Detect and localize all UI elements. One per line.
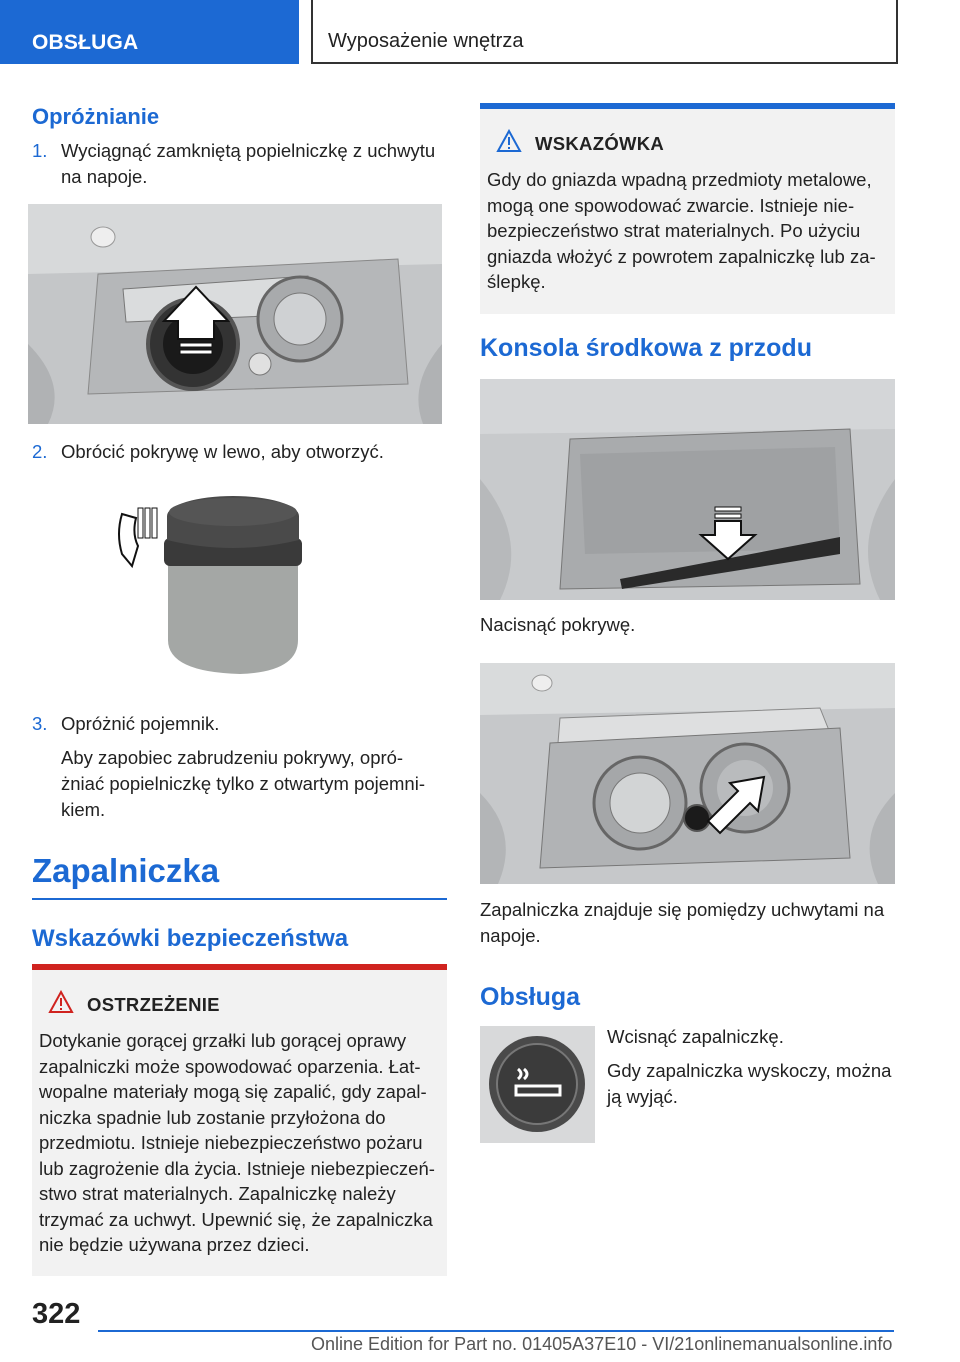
operation-line-1: Wcisnąć zapalniczkę. — [607, 1026, 784, 1047]
warning-line: niczka spadnie lub zostanie przyłożona do — [39, 1106, 386, 1128]
step-2-line-1: Obrócić pokrywę w lewo, aby otworzyć. — [61, 441, 384, 462]
step-3-extra-line-3: kiem. — [61, 799, 106, 820]
footer-edition-text: Online Edition for Part no. 01405A37E10 - VI/21onlinemanualsonline.info — [311, 1334, 893, 1354]
warning-triangle-icon — [48, 990, 74, 1014]
header-section-label: OBSŁUGA — [32, 31, 139, 54]
warning-line: trzymać za uchwyt. Upewnić się, że zapalniczka — [39, 1208, 433, 1230]
operation-line-3: ją wyjąć. — [607, 1086, 678, 1107]
caption-lighter-location — [480, 897, 895, 949]
step-3-extra-line-1: Aby zapobiec zabrudzeniu pokrywy, opró- — [61, 747, 404, 768]
warning-box — [32, 964, 447, 1276]
rotate-left-icon — [119, 508, 157, 566]
notice-line: bezpieczeństwo strat materialnych. Po użyciu — [487, 220, 861, 241]
warning-line: nie będzie używana przez dzieci. — [39, 1234, 310, 1255]
step-3-line-1: Opróżnić pojemnik. — [61, 713, 220, 734]
notice-line: gniazda włożyć z powrotem zapalniczkę lub za- — [487, 245, 876, 267]
step-3-extra-line-2: żniać popielniczkę tylko z otwartym pojemni- — [61, 773, 425, 794]
lighter-button-picture — [480, 1026, 595, 1143]
warning-line: zapalniczki może spowodować oparzenia. Łat- — [39, 1055, 421, 1077]
notice-line: Gdy do gniazda wpadną przedmioty metalowe, — [487, 169, 872, 190]
operation-text — [607, 1024, 897, 1110]
ashtray-cupholder-photo — [28, 204, 442, 424]
warning-line: wopalne materiały mogą się zapalić, gdy zapal- — [39, 1081, 427, 1102]
warning-line: lub zagrożenie dla życia. Istnieje niebezpieczeń- — [39, 1157, 435, 1179]
warning-text — [39, 1028, 447, 1258]
warning-line: stwo strat materialnych. Zapalniczkę należy — [39, 1183, 396, 1204]
header-chapter-label: Wyposażenie wnętrza — [328, 30, 524, 52]
page-number: 322 — [32, 1298, 81, 1330]
heading-oproznianie: Opróżnianie — [32, 104, 160, 129]
step-2-text — [61, 439, 451, 465]
section-title-zapalniczka: Zapalniczka — [32, 852, 220, 889]
ashtray-rotate-illustration — [110, 490, 310, 680]
footer-edition — [311, 1334, 892, 1355]
operation-line-2: Gdy zapalniczka wyskoczy, można — [607, 1060, 892, 1081]
caption-press-cover: Nacisnąć pokrywę. — [480, 614, 636, 635]
warning-line: przedmiotu. Istnieje niebezpieczeństwo pożaru — [39, 1132, 423, 1153]
step-3-text — [61, 711, 451, 823]
footer-divider — [98, 1330, 894, 1332]
step-1-number: 1. — [32, 140, 48, 161]
step-2-number: 2. — [32, 441, 48, 462]
notice-box — [480, 103, 895, 314]
warning-triangle-icon — [496, 129, 522, 153]
console-cover-photo — [480, 379, 895, 600]
heading-front-console: Konsola środkowa z przodu — [480, 334, 812, 362]
notice-line: mogą one spowodować zwarcie. Istnieje nie- — [487, 194, 855, 216]
header-chapter-box — [311, 0, 898, 64]
lighter-location-photo — [480, 663, 895, 884]
step-1-text — [61, 138, 451, 190]
caption-lighter-line-2: napoje. — [480, 925, 541, 946]
warning-title: OSTRZEŻENIE — [87, 994, 220, 1015]
notice-title: WSKAZÓWKA — [535, 133, 665, 154]
step-1-line-1: Wyciągnąć zamkniętą popielniczkę z uchwytu — [61, 140, 436, 161]
notice-line: ślepkę. — [487, 271, 546, 292]
caption-lighter-line-1: Zapalniczka znajduje się pomiędzy uchwytami na — [480, 899, 885, 920]
warning-line: Dotykanie gorącej grzałki lub gorącej oprawy — [39, 1030, 407, 1051]
subsection-title-safety: Wskazówki bezpieczeństwa — [32, 925, 349, 952]
section-divider — [32, 898, 447, 900]
step-3-number: 3. — [32, 713, 48, 734]
notice-text — [487, 167, 895, 295]
step-1-line-2: na napoje. — [61, 166, 148, 187]
header-section-tab[interactable] — [0, 0, 299, 64]
heading-obsluga: Obsługa — [480, 983, 581, 1011]
